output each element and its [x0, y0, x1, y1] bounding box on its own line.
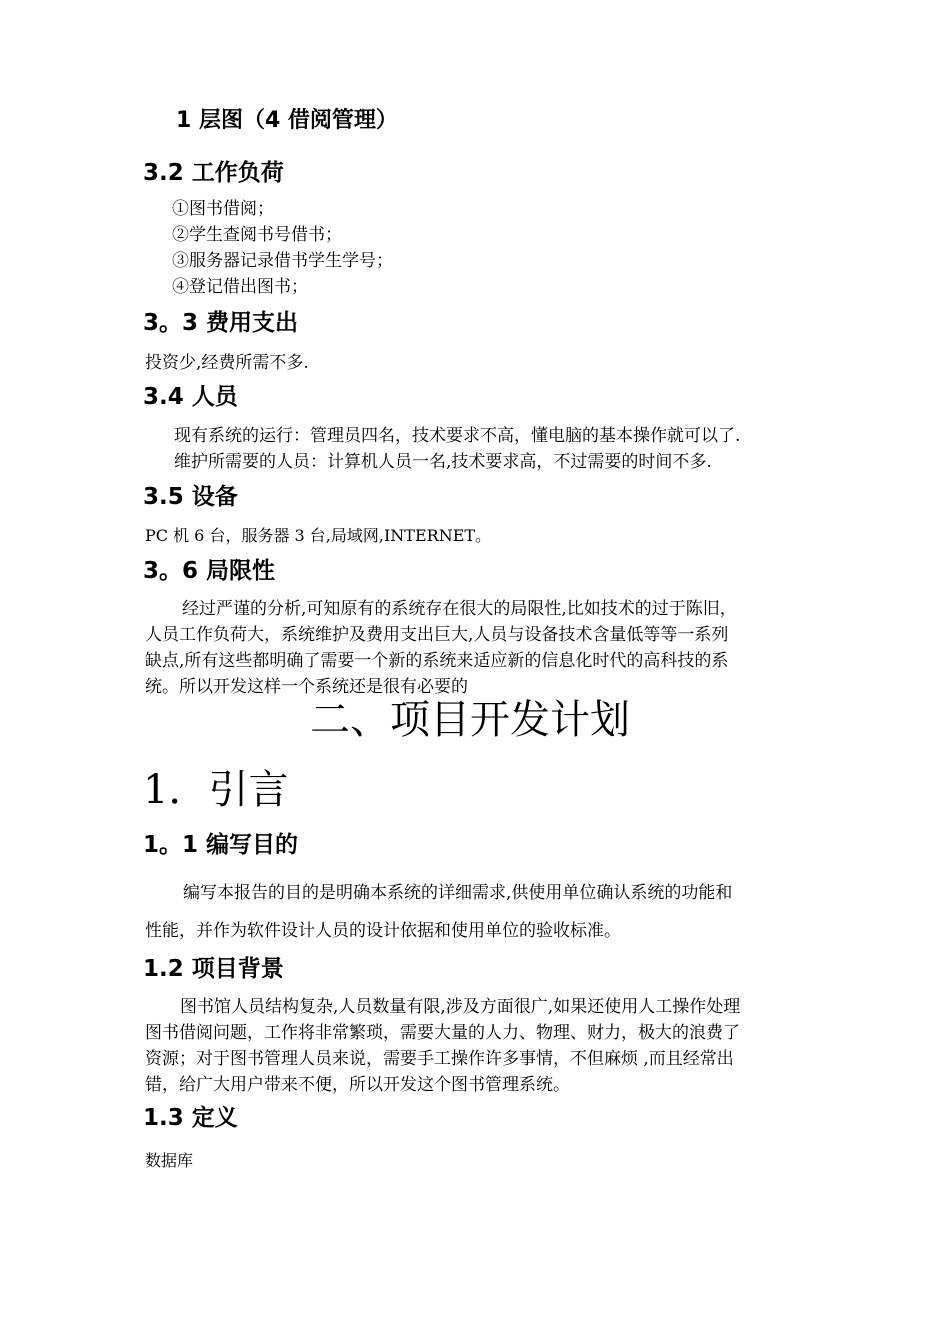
chapter-heading-1: 1．引言: [143, 767, 289, 813]
background-paragraph: [145, 994, 815, 1098]
section-heading-3-5: 3.5 设备: [143, 484, 238, 510]
list-item: ③服务器记录借书学生学号；: [172, 251, 393, 271]
paragraph-line: 编写本报告的目的是明确本系统的详细需求,供使用单位确认系统的功能和: [183, 883, 733, 903]
equipment-text: PC 机 6 台，服务器 3 台,局域网,INTERNET。: [145, 526, 492, 545]
list-item: ②学生查阅书号借书；: [172, 225, 342, 245]
paragraph-line: 经过严谨的分析,可知原有的系统存在很大的局限性,比如技术的过于陈旧，: [182, 599, 737, 619]
section-heading-3-3: 3。3 费用支出: [143, 310, 299, 336]
paragraph-line: 图书借阅问题，工作将非常繁琐，需要大量的人力、物理、财力，极大的浪费了: [145, 1023, 740, 1043]
paragraph-line: 统。所以开发这样一个系统还是很有必要的: [145, 677, 468, 697]
paragraph-line: 资源；对于图书管理人员来说，需要手工操作许多事情，不但麻烦 ,而且经常出: [145, 1049, 734, 1069]
section-heading-3-6: 3。6 局限性: [143, 558, 276, 584]
paragraph-line: 图书馆人员结构复杂,人员数量有限,涉及方面很广,如果还使用人工操作处理: [180, 997, 741, 1017]
section-heading-1-2: 1.2 项目背景: [143, 956, 284, 982]
section-heading-3-4: 3.4 人员: [143, 384, 238, 410]
definition-text: 数据库: [145, 1151, 194, 1170]
cost-text: 投资少,经费所需不多.: [145, 353, 309, 373]
workload-list: [172, 196, 842, 300]
limitations-paragraph: [145, 596, 815, 700]
section-heading-3-2: 3.2 工作负荷: [143, 160, 284, 186]
paragraph-line: 现有系统的运行：管理员四名，技术要求不高，懂电脑的基本操作就可以了.: [174, 426, 741, 446]
paragraph-line: 错，给广大用户带来不便，所以开发这个图书管理系统。: [145, 1075, 570, 1095]
section-heading-1-3: 1.3 定义: [143, 1105, 238, 1131]
list-item: ④登记借出图书；: [172, 277, 308, 297]
paragraph-line: 维护所需要的人员：计算机人员一名,技术要求高，不过需要的时间不多.: [174, 452, 712, 472]
personnel-paragraph: [174, 423, 844, 475]
paragraph-line: 缺点,所有这些都明确了需要一个新的系统来适应新的信息化时代的高科技的系: [145, 651, 729, 671]
figure-caption: 1 层图（4 借阅管理）: [176, 108, 398, 133]
paragraph-line: 性能，并作为软件设计人员的设计依据和使用单位的验收标准。: [145, 921, 621, 941]
paragraph-line: 人员工作负荷大，系统维护及费用支出巨大,人员与设备技术含量低等等一系列: [145, 625, 729, 645]
part-title: 二、项目开发计划: [310, 697, 630, 743]
section-heading-1-1: 1。1 编写目的: [143, 832, 299, 858]
list-item: ①图书借阅；: [172, 199, 274, 219]
purpose-paragraph: [145, 874, 815, 950]
